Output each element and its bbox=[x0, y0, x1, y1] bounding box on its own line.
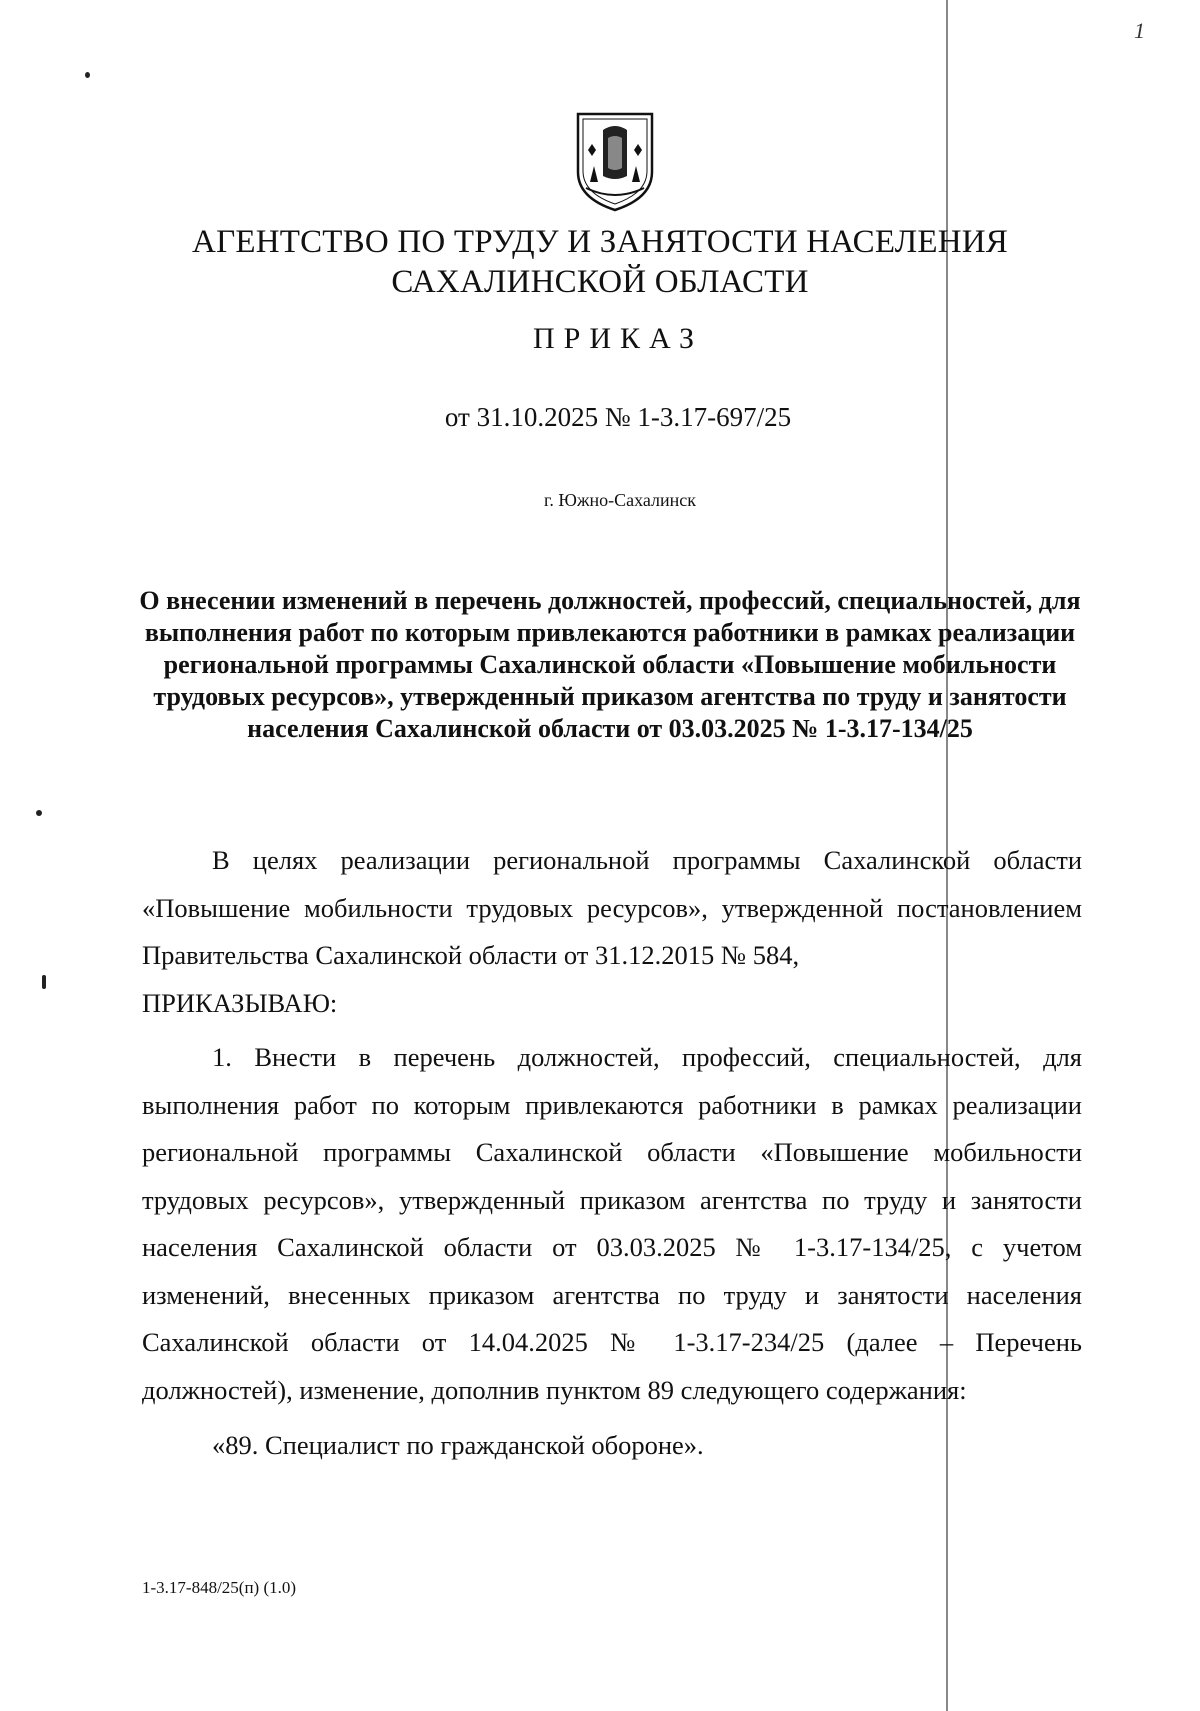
order-heading: О внесении изменений в перечень должностей, профессий, специальностей, для выполнения работ по которым привлекаются работники в рамках реализации региональной программы Сахалинской области «Повышение мобильности трудовых ресурсов», утвержденный приказом агентства по труду и занятости населения Сахалинской области от 03.03.2025 № 1-3.17-134/25 bbox=[139, 586, 1081, 743]
sakhalin-coat-of-arms-icon bbox=[572, 110, 658, 212]
page-number: 1 bbox=[1134, 18, 1145, 43]
scan-speck bbox=[36, 810, 42, 816]
scan-speck bbox=[85, 72, 90, 78]
preamble-block bbox=[142, 837, 1082, 1027]
document-code: 1-3.17-848/25(п) (1.0) bbox=[142, 1578, 297, 1597]
city-name: г. Южно-Сахалинск bbox=[543, 490, 697, 510]
clause-1-paragraph: 1. Внести в перечень должностей, профессий, специальностей, для выполнения работ по которым привлекаются работники в рамках реализации региональной программы Сахалинской области «Повышение мобильности трудовых ресурсов», утвержденный приказом агентства по труду и занятости населения Сахалинской области от 03.03.2025 № 1-3.17-134/25, с учетом изменений, внесенных приказом агентства по труду и занятости населения Сахалинской области от 14.04.2025 № 1-3.17-234/25 (далее – Перечень должностей), изменение, дополнив пунктом 89 следующего содержания: bbox=[142, 1042, 1082, 1405]
order-word: ПРИКАЗЫВАЮ: bbox=[142, 987, 338, 1018]
agency-name-line1: АГЕНТСТВО ПО ТРУДУ И ЗАНЯТОСТИ НАСЕЛЕНИЯ bbox=[192, 224, 1008, 260]
order-date-number: от 31.10.2025 № 1-3.17-697/25 bbox=[444, 402, 792, 432]
preamble-paragraph: В целях реализации региональной программы Сахалинской области «Повышение мобильности трудовых ресурсов», утвержденной постановлением Правительства Сахалинской области от 31.12.2015 № 584, bbox=[142, 845, 1082, 970]
agency-name-line2: САХАЛИНСКОЙ ОБЛАСТИ bbox=[391, 264, 809, 300]
agency-name bbox=[0, 222, 1200, 302]
scan-speck bbox=[42, 975, 46, 989]
document-type: ПРИКАЗ bbox=[533, 322, 703, 355]
item-89-paragraph: «89. Специалист по гражданской обороне». bbox=[212, 1430, 704, 1460]
